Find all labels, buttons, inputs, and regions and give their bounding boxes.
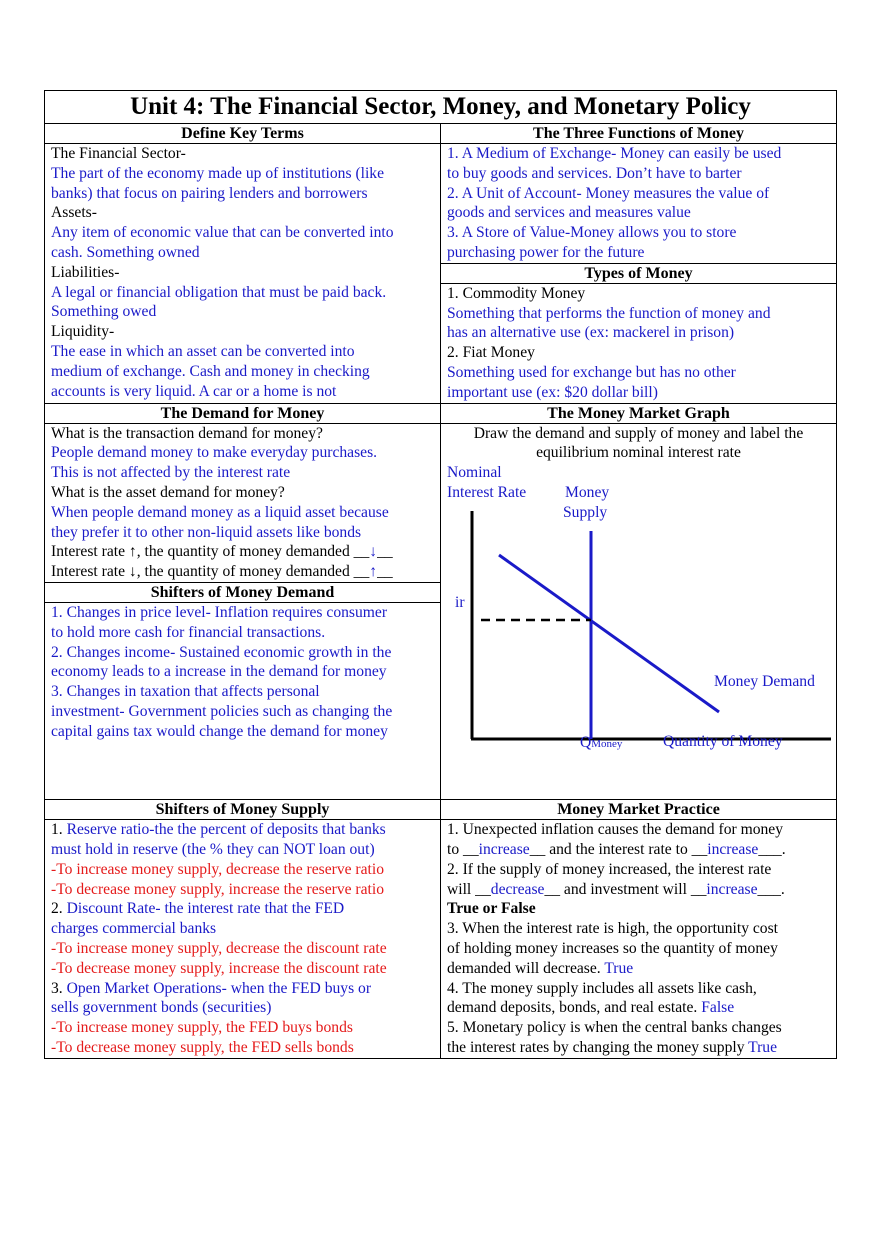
- supply-shifter-line: -To increase money supply, the FED buys bonds: [51, 1019, 353, 1037]
- graph-header: The Money Market Graph: [441, 404, 836, 424]
- practice-5b: [447, 1038, 830, 1058]
- graph-instructions: [441, 424, 836, 464]
- supply-shifter-number: 2.: [51, 900, 67, 918]
- supply-shifter-line: [51, 820, 434, 840]
- supply-shifter-line: -To decrease money supply, increase the reserve ratio: [51, 880, 385, 898]
- p1-text-c: __ and the interest rate to __: [529, 840, 708, 858]
- p2-answer-rate: decrease: [490, 880, 545, 898]
- supply-shifter-line: -To decrease money supply, increase the discount rate: [51, 959, 387, 977]
- shifters-supply-section: [45, 800, 441, 1058]
- function-line: to buy goods and services. Don’t have to barter: [447, 164, 742, 182]
- key-term-line: Liquidity-: [51, 323, 115, 341]
- demand-question-1: What is the transaction demand for money?: [51, 424, 323, 442]
- q-money-label: [580, 733, 622, 755]
- graph-instruction-1: Draw the demand and supply of money and label the: [473, 424, 804, 442]
- key-term-line: banks) that focus on pairing lenders and borrowers: [51, 184, 368, 202]
- functions-and-types-section: [441, 124, 836, 403]
- demand-body: [45, 424, 440, 582]
- practice-1b: [447, 840, 830, 860]
- demand-shifter-line: investment- Government policies such as changing the: [51, 702, 393, 720]
- key-terms-header: Define Key Terms: [45, 124, 440, 144]
- supply-shifter-text: Reserve ratio-the the percent of deposits that banks: [66, 821, 386, 839]
- practice-2b: [447, 880, 830, 900]
- rate-down-answer: ↑: [369, 563, 378, 581]
- p1-text-e: ___.: [758, 840, 786, 858]
- practice-section: [441, 800, 836, 1058]
- p1-answer-rate: increase: [707, 840, 759, 858]
- practice-3c: [447, 959, 830, 979]
- supply-shifter-line: [51, 899, 434, 919]
- demand-rate-up: [51, 542, 434, 562]
- money-type-line: important use (ex: $20 dollar bill): [447, 383, 658, 401]
- practice-4b: [447, 998, 830, 1018]
- supply-shifter-line: [51, 979, 434, 999]
- p3-text: demanded will decrease.: [447, 959, 601, 977]
- key-terms-body: [45, 144, 440, 401]
- supply-shifter-text: Open Market Operations- when the FED buys or: [66, 979, 372, 997]
- supply-shifter-line: must hold in reserve (the % they can NOT loan out): [51, 840, 375, 858]
- row-2: [45, 404, 836, 801]
- demand-answer-1a: People demand money to make everyday purchases.: [51, 444, 378, 462]
- supply-shifter-line: charges commercial banks: [51, 920, 217, 938]
- supply-shifter-line: -To decrease money supply, the FED sells bonds: [51, 1038, 354, 1056]
- p2-text-c: __ and investment will __: [544, 880, 707, 898]
- x-axis-label: Quantity of Money: [663, 733, 783, 751]
- demand-answer-1b: This is not affected by the interest rate: [51, 464, 291, 482]
- p2-answer-investment: increase: [706, 880, 758, 898]
- p1-answer-demand: increase: [478, 840, 530, 858]
- key-term-line: accounts is very liquid. A car or a home is not: [51, 382, 337, 400]
- shifters-demand-body: [45, 603, 440, 742]
- function-line: goods and services and measures value: [447, 204, 691, 222]
- practice-header: Money Market Practice: [441, 800, 836, 820]
- graph-section: [441, 404, 836, 800]
- practice-body: [441, 820, 836, 1058]
- key-term-line: A legal or financial obligation that must be paid back.: [51, 283, 387, 301]
- practice-3a: 3. When the interest rate is high, the opportunity cost: [447, 920, 779, 938]
- p2-text-a: will __: [447, 880, 491, 898]
- key-term-line: Any item of economic value that can be converted into: [51, 224, 394, 242]
- key-term-line: cash. Something owned: [51, 243, 200, 261]
- key-term-line: The part of the economy made up of institutions (like: [51, 164, 385, 182]
- ir-label: ir: [455, 594, 465, 612]
- rate-up-suffix: __: [377, 543, 393, 561]
- key-term-line: medium of exchange. Cash and money in checking: [51, 362, 370, 380]
- function-line: 2. A Unit of Account- Money measures the value of: [447, 184, 770, 202]
- rate-up-answer: ↓: [369, 543, 378, 561]
- supply-label-1: Money: [565, 484, 610, 502]
- money-demand-curve: [499, 555, 719, 712]
- practice-5a: 5. Monetary policy is when the central banks changes: [447, 1019, 782, 1037]
- p4-text: demand deposits, bonds, and real estate.: [447, 999, 698, 1017]
- functions-header: The Three Functions of Money: [441, 124, 836, 144]
- row-3: [45, 800, 836, 1058]
- shifters-supply-header: Shifters of Money Supply: [45, 800, 440, 820]
- key-terms-section: [45, 124, 441, 403]
- q-subscript: Money: [591, 738, 623, 751]
- p5-answer: True: [748, 1038, 778, 1056]
- key-term-line: Liabilities-: [51, 263, 120, 281]
- money-type-line: has an alternative use (ex: mackerel in prison): [447, 324, 735, 342]
- money-type-line: 1. Commodity Money: [447, 284, 586, 302]
- money-type-line: Something used for exchange but has no other: [447, 363, 736, 381]
- practice-1a: 1. Unexpected inflation causes the demand for money: [447, 821, 784, 839]
- demand-shifter-line: 3. Changes in taxation that affects personal: [51, 683, 320, 701]
- page-title: Unit 4: The Financial Sector, Money, and Monetary Policy: [45, 91, 836, 124]
- demand-header: The Demand for Money: [45, 404, 440, 424]
- graph-instruction-2: equilibrium nominal interest rate: [536, 444, 741, 462]
- functions-body: [441, 144, 836, 263]
- demand-section: [45, 404, 441, 800]
- rate-up-text: Interest rate ↑, the quantity of money demanded __: [51, 543, 370, 561]
- y-label-interest-rate: Interest Rate: [447, 484, 527, 502]
- shifters-demand-header: Shifters of Money Demand: [45, 582, 440, 603]
- practice-3b: of holding money increases so the quantity of money: [447, 939, 778, 957]
- function-line: 3. A Store of Value-Money allows you to store: [447, 224, 737, 242]
- key-term-line: Something owed: [51, 303, 157, 321]
- key-term-line: Assets-: [51, 204, 97, 222]
- demand-shifter-line: capital gains tax would change the demand for money: [51, 722, 388, 740]
- supply-shifter-line: sells government bonds (securities): [51, 999, 272, 1017]
- demand-shifter-line: economy leads to a increase in the demand for money: [51, 663, 387, 681]
- p1-text-a: to __: [447, 840, 479, 858]
- supply-shifter-line: -To increase money supply, decrease the reserve ratio: [51, 860, 385, 878]
- supply-shifter-text: Discount Rate- the interest rate that the FED: [66, 900, 345, 918]
- supply-shifter-number: 3.: [51, 979, 67, 997]
- q-label: Q: [580, 734, 592, 752]
- demand-answer-2a: When people demand money as a liquid asset because: [51, 503, 389, 521]
- p5-text: the interest rates by changing the money supply: [447, 1038, 745, 1056]
- key-term-line: The Financial Sector-: [51, 145, 186, 162]
- rate-down-suffix: __: [377, 563, 393, 581]
- function-line: 1. A Medium of Exchange- Money can easily be used: [447, 145, 782, 162]
- demand-shifter-line: 2. Changes income- Sustained economic growth in the: [51, 643, 392, 661]
- demand-shifter-line: to hold more cash for financial transactions.: [51, 623, 326, 641]
- demand-question-2: What is the asset demand for money?: [51, 483, 285, 501]
- demand-curve-label: Money Demand: [714, 673, 815, 691]
- supply-shifter-line: -To increase money supply, decrease the discount rate: [51, 939, 387, 957]
- rate-down-text: Interest rate ↓, the quantity of money demanded __: [51, 563, 370, 581]
- practice-4a: 4. The money supply includes all assets like cash,: [447, 979, 757, 997]
- row-1: [45, 124, 836, 404]
- worksheet: [44, 90, 837, 1059]
- p2-text-e: ___.: [757, 880, 785, 898]
- demand-answer-2b: they prefer it to other non-liquid assets like bonds: [51, 523, 362, 541]
- key-term-line: The ease in which an asset can be converted into: [51, 342, 355, 360]
- practice-2a: 2. If the supply of money increased, the interest rate: [447, 860, 772, 878]
- demand-shifter-line: 1. Changes in price level- Inflation requires consumer: [51, 603, 388, 621]
- supply-shifter-number: 1.: [51, 821, 67, 839]
- y-label-nominal: Nominal: [447, 464, 502, 482]
- supply-label-2: Supply: [563, 504, 608, 522]
- p4-answer: False: [701, 999, 735, 1017]
- function-line: purchasing power for the future: [447, 243, 645, 261]
- money-type-line: Something that performs the function of money and: [447, 304, 771, 322]
- types-header: Types of Money: [441, 263, 836, 284]
- money-type-line: 2. Fiat Money: [447, 344, 535, 362]
- shifters-supply-body: [45, 820, 440, 1058]
- types-body: [441, 284, 836, 403]
- true-false-heading: True or False: [447, 900, 536, 918]
- p3-answer: True: [604, 959, 634, 977]
- demand-rate-down: [51, 562, 434, 582]
- money-market-graph: [441, 463, 836, 799]
